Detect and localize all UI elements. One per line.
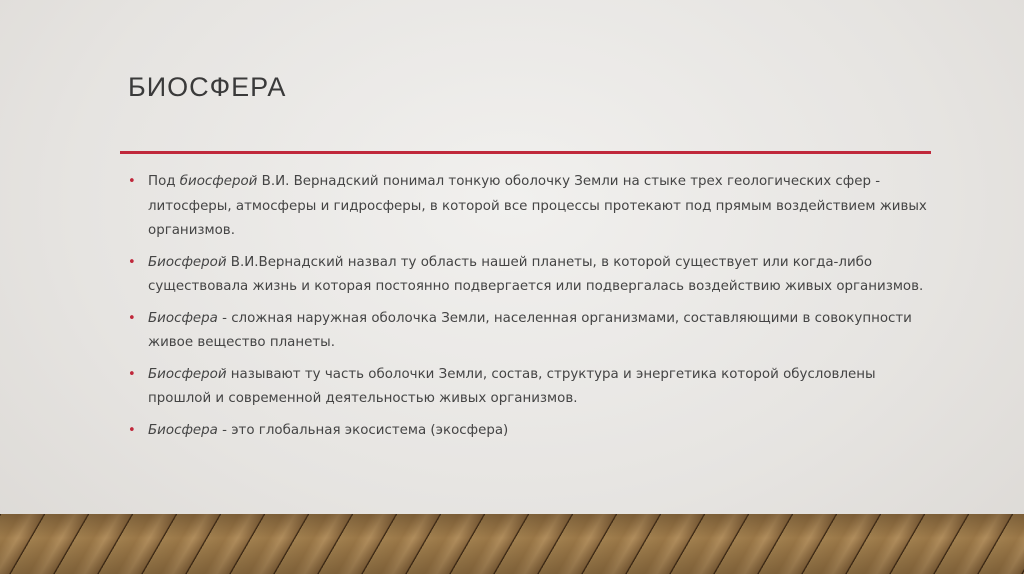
bullet-term: Биосфера: [148, 422, 218, 438]
bullet-icon: •: [128, 310, 136, 326]
bullet-text: В.И. Вернадский понимал тонкую оболочку Земли на стыке трех геологических сфер - литосферы, атмосферы и гидросферы, в которой все процессы протекают под прямым воздействием живых организмов.: [148, 174, 927, 238]
bullet-icon: •: [128, 366, 136, 382]
bullet-item: [128, 251, 928, 300]
floor-shading: [0, 514, 1024, 574]
bullet-text: называют ту часть оболочки Земли, состав, структура и энергетика которой обусловлены прошлой и современной деятельностью живых организмов.: [148, 366, 876, 406]
bullet-icon: •: [128, 174, 136, 189]
bullet-term: биосферой: [179, 174, 258, 189]
bullet-term: Биосферой: [148, 254, 227, 270]
title-divider: [120, 151, 931, 154]
bullet-item: [128, 307, 928, 356]
bullet-term: Биосферой: [148, 366, 227, 382]
bullet-item: [128, 363, 928, 412]
bullet-icon: •: [128, 422, 136, 438]
bullet-icon: •: [128, 254, 136, 270]
bullet-text: В.И.Вернадский назвал ту область нашей планеты, в которой существует или когда-либо существовала жизнь и которая постоянно подвергается или подвергалась воздействию живых организмов.: [148, 254, 924, 294]
bullet-text: Под: [148, 174, 180, 189]
bullet-text: - это глобальная экосистема (экосфера): [217, 422, 509, 438]
slide-title: БИОСФЕРА: [128, 72, 287, 102]
bullet-term: Биосфера: [148, 310, 218, 326]
bullet-item: [128, 419, 928, 444]
wood-floor-decoration: [0, 514, 1024, 574]
bullet-item: [128, 170, 928, 244]
bullet-text: - сложная наружная оболочка Земли, населенная организмами, составляющими в совокупности живое вещество планеты.: [148, 310, 912, 350]
bullet-list: [128, 170, 928, 450]
